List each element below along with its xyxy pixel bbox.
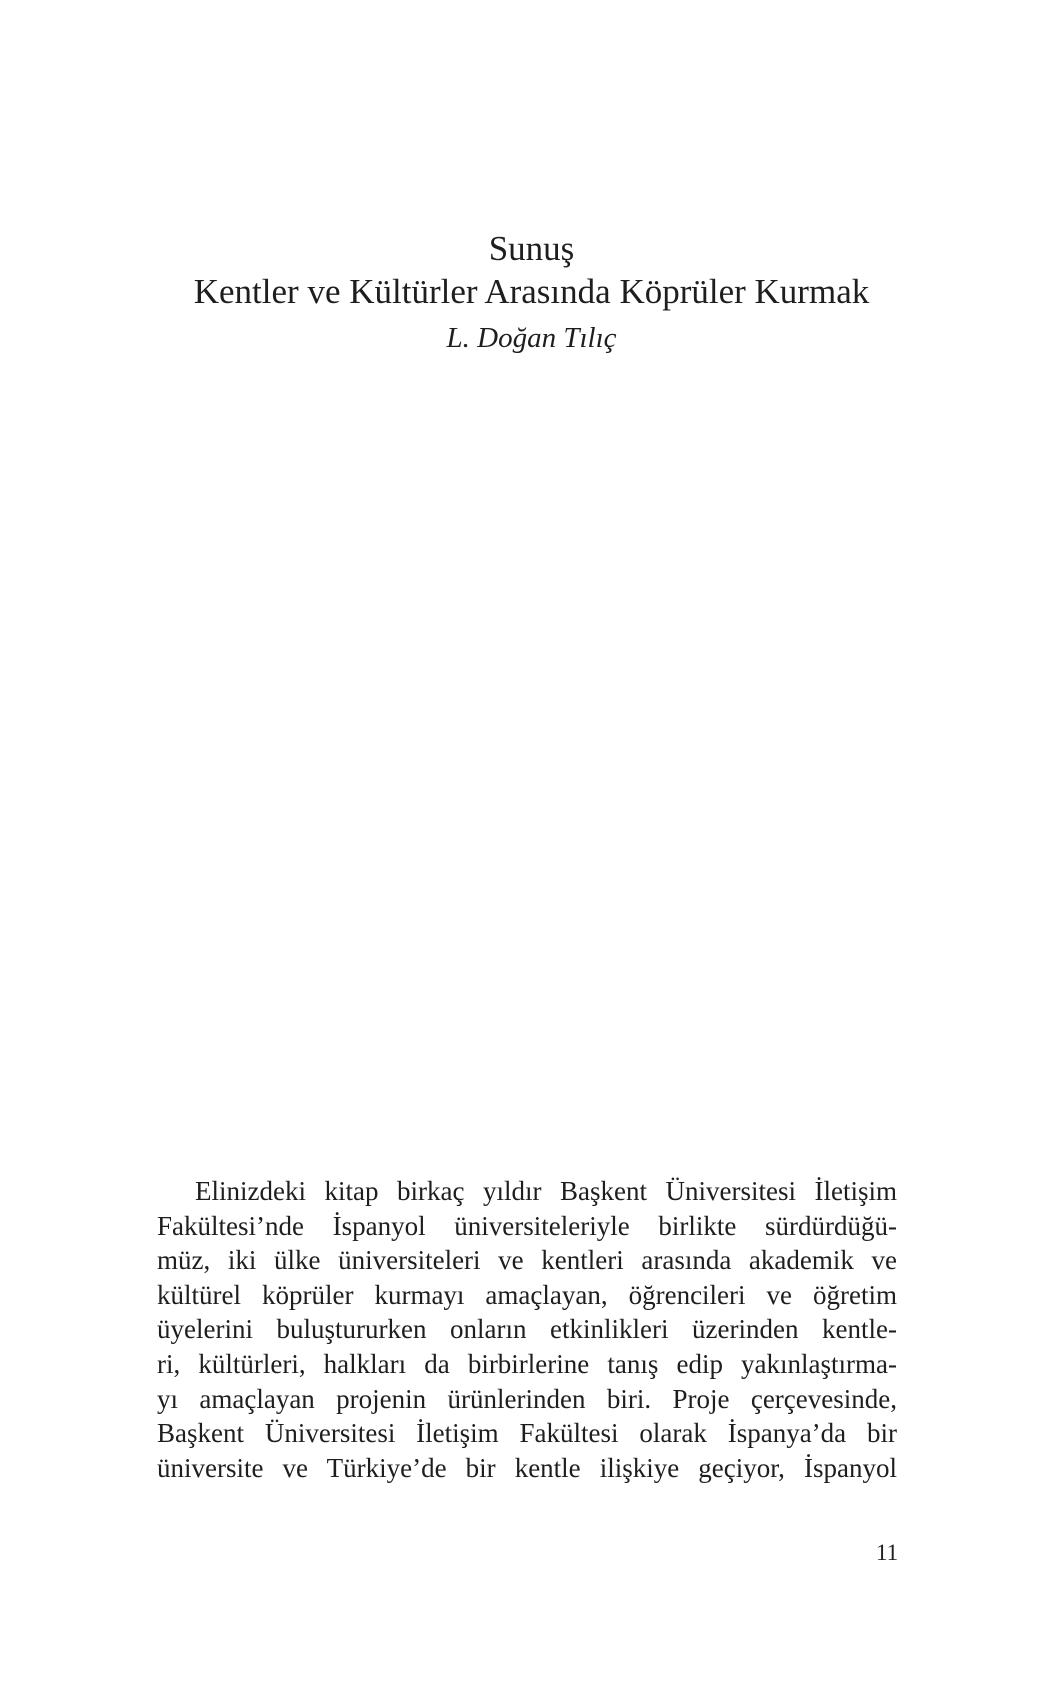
- body-paragraph: [157, 1174, 897, 1485]
- paragraph-line: Başkent Üniversitesi İletişim Fakültesi olarak İspanya’da bir: [157, 1418, 897, 1449]
- chapter-heading: [0, 228, 1063, 358]
- paragraph-line: müz, iki ülke üniversiteleri ve kentleri arasında akademik ve: [157, 1245, 897, 1276]
- paragraph-line: üyelerini buluştururken onların etkinlikleri üzerinden kentle-: [157, 1314, 897, 1345]
- section-label: Sunuş: [488, 229, 575, 268]
- paragraph-line: Elinizdeki kitap birkaç yıldır Başkent Üniversitesi İletişim: [195, 1176, 897, 1206]
- chapter-title: Kentler ve Kültürler Arasında Köprüler Kurmak: [193, 272, 870, 311]
- paragraph-line: Fakültesi’nde İspanyol üniversiteleriyle birlikte sürdürdüğü-: [157, 1210, 897, 1241]
- paragraph-line: ri, kültürleri, halkları da birbirlerine tanış edip yakınlaştırma-: [157, 1348, 897, 1379]
- paragraph-line: üniversite ve Türkiye’de bir kentle ilişkiye geçiyor, İspanyol: [157, 1452, 897, 1483]
- paragraph-line: kültürel köprüler kurmayı amaçlayan, öğrencileri ve öğretim: [157, 1279, 897, 1310]
- paragraph-line: yı amaçlayan projenin ürünlerinden biri. Proje çerçevesinde,: [157, 1383, 897, 1414]
- page-number: 11: [876, 1540, 899, 1565]
- author-name: L. Doğan Tılıç: [446, 322, 617, 354]
